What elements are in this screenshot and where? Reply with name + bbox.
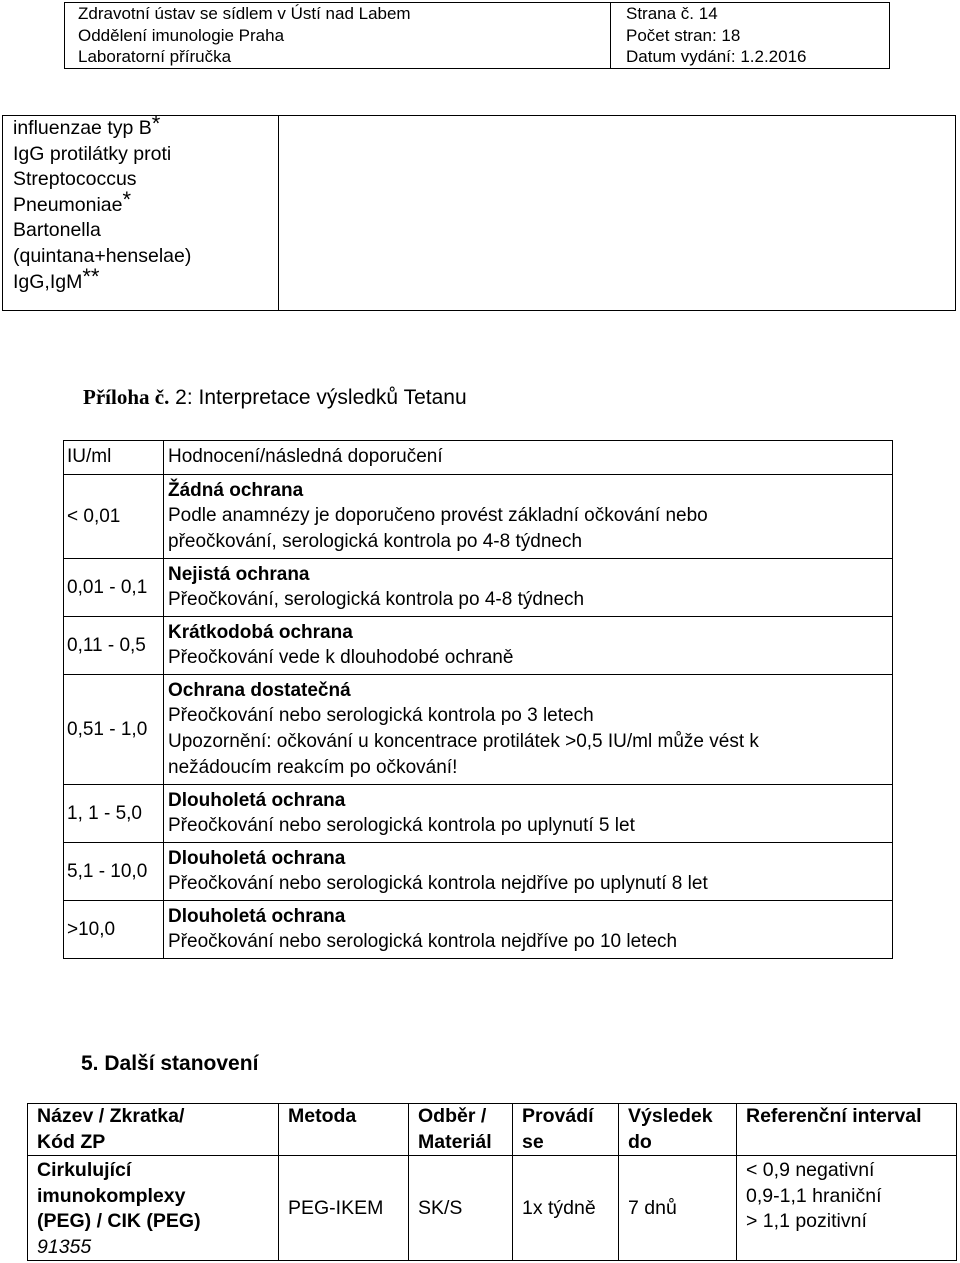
table-row xyxy=(64,475,893,559)
table-row xyxy=(64,617,893,675)
reference-line: > 1,1 pozitivní xyxy=(746,1210,867,1232)
recommendation-line: Upozornění: očkování u koncentrace protilátek >0,5 IU/ml může vést k xyxy=(168,731,759,752)
table-row xyxy=(28,1156,957,1261)
section-5-title: 5. Další stanovení xyxy=(81,1052,259,1075)
protection-level: Dlouholetá ochrana xyxy=(168,848,346,869)
recommendation-line: Přeočkování nebo serologická kontrola nejdříve po 10 letech xyxy=(168,931,678,952)
test-name-line: imunokomplexy xyxy=(37,1184,186,1207)
tetanus-table xyxy=(63,440,893,959)
header-method: Metoda xyxy=(279,1104,409,1156)
recommendation-line: Přeočkování nebo serologická kontrola po uplynutí 5 let xyxy=(168,815,635,836)
table-row xyxy=(64,843,893,901)
additional-tests-table xyxy=(27,1103,957,1261)
column-header-range: IU/ml xyxy=(64,441,164,475)
test-code: 91355 xyxy=(37,1235,92,1258)
table-row xyxy=(64,675,893,785)
protection-level: Ochrana dostatečná xyxy=(168,680,351,701)
header-performed: Provádí se xyxy=(513,1104,619,1156)
page-count: Počet stran: 18 xyxy=(611,25,890,47)
continuation-line: Streptococcus xyxy=(13,168,137,191)
reference-cell xyxy=(737,1156,957,1261)
range-value: 0,51 - 1,0 xyxy=(64,675,164,785)
range-value: >10,0 xyxy=(64,901,164,959)
continuation-line: IgG,IgM** xyxy=(13,264,100,293)
reference-line: < 0,9 negativní xyxy=(746,1159,875,1181)
reference-line: 0,9-1,1 hraniční xyxy=(746,1184,882,1207)
continuation-line: Pneumoniae* xyxy=(13,187,132,216)
document-type: Laboratorní příručka xyxy=(78,47,232,66)
table-row xyxy=(64,785,893,843)
header-sample: Odběr / Materiál xyxy=(409,1104,513,1156)
recommendation-line: Přeočkování, serologická kontrola po 4-8 týdnech xyxy=(168,589,585,610)
recommendation-line: Podle anamnézy je doporučeno provést základní očkování nebo xyxy=(168,505,708,526)
appendix-title: Příloha č. 2: Interpretace výsledků Tetanu xyxy=(83,385,467,409)
continuation-line: (quintana+henselae) xyxy=(13,244,192,267)
column-header-evaluation: Hodnocení/následná doporučení xyxy=(164,441,893,475)
issue-date: Datum vydání: 1.2.2016 xyxy=(611,46,890,68)
range-value: < 0,01 xyxy=(64,475,164,559)
sample-value: SK/S xyxy=(409,1156,513,1261)
recommendation-line: Přeočkování nebo serologická kontrola nejdříve po uplynutí 8 let xyxy=(168,873,708,894)
protection-level: Dlouholetá ochrana xyxy=(168,790,346,811)
table-row xyxy=(64,559,893,617)
range-value: 1, 1 - 5,0 xyxy=(64,785,164,843)
protection-level: Nejistá ochrana xyxy=(168,564,310,585)
protection-level: Krátkodobá ochrana xyxy=(168,622,353,643)
result-value: 7 dnů xyxy=(619,1156,737,1261)
recommendation-line: nežádoucím reakcím po očkování! xyxy=(168,757,458,778)
document-header xyxy=(64,2,890,69)
header-result: Výsledek do xyxy=(619,1104,737,1156)
test-name-cell xyxy=(28,1156,279,1261)
recommendation-line: Přeočkování vede k dlouhodobé ochraně xyxy=(168,647,514,668)
test-name-line: (PEG) / CIK (PEG) xyxy=(37,1210,201,1232)
recommendation-line: přeočkování, serologická kontrola po 4-8 týdnech xyxy=(168,531,583,552)
range-value: 5,1 - 10,0 xyxy=(64,843,164,901)
continuation-line: Bartonella xyxy=(13,219,101,242)
page-number: Strana č. 14 xyxy=(611,3,890,25)
continuation-empty-cell xyxy=(279,116,956,311)
table-header-row xyxy=(28,1104,957,1156)
continuation-cell xyxy=(3,110,279,311)
range-value: 0,11 - 0,5 xyxy=(64,617,164,675)
department-name: Oddělení imunologie Praha xyxy=(78,25,285,45)
performed-value: 1x týdně xyxy=(513,1156,619,1261)
protection-level: Žádná ochrana xyxy=(168,480,304,501)
continuation-line: IgG protilátky proti xyxy=(13,142,172,165)
table-row xyxy=(64,901,893,959)
institution-name: Zdravotní ústav se sídlem v Ústí nad Labem xyxy=(78,4,411,23)
method-value: PEG-IKEM xyxy=(279,1156,409,1261)
recommendation-line: Přeočkování nebo serologická kontrola po 3 letech xyxy=(168,705,594,726)
header-reference: Referenční interval xyxy=(737,1104,957,1156)
header-name: Název / Zkratka/ Kód ZP xyxy=(28,1104,279,1156)
continuation-line: influenzae typ B* xyxy=(13,110,161,139)
range-value: 0,01 - 0,1 xyxy=(64,559,164,617)
continuation-table xyxy=(2,110,956,311)
protection-level: Dlouholetá ochrana xyxy=(168,906,346,927)
test-name-line: Cirkulující xyxy=(37,1159,132,1181)
